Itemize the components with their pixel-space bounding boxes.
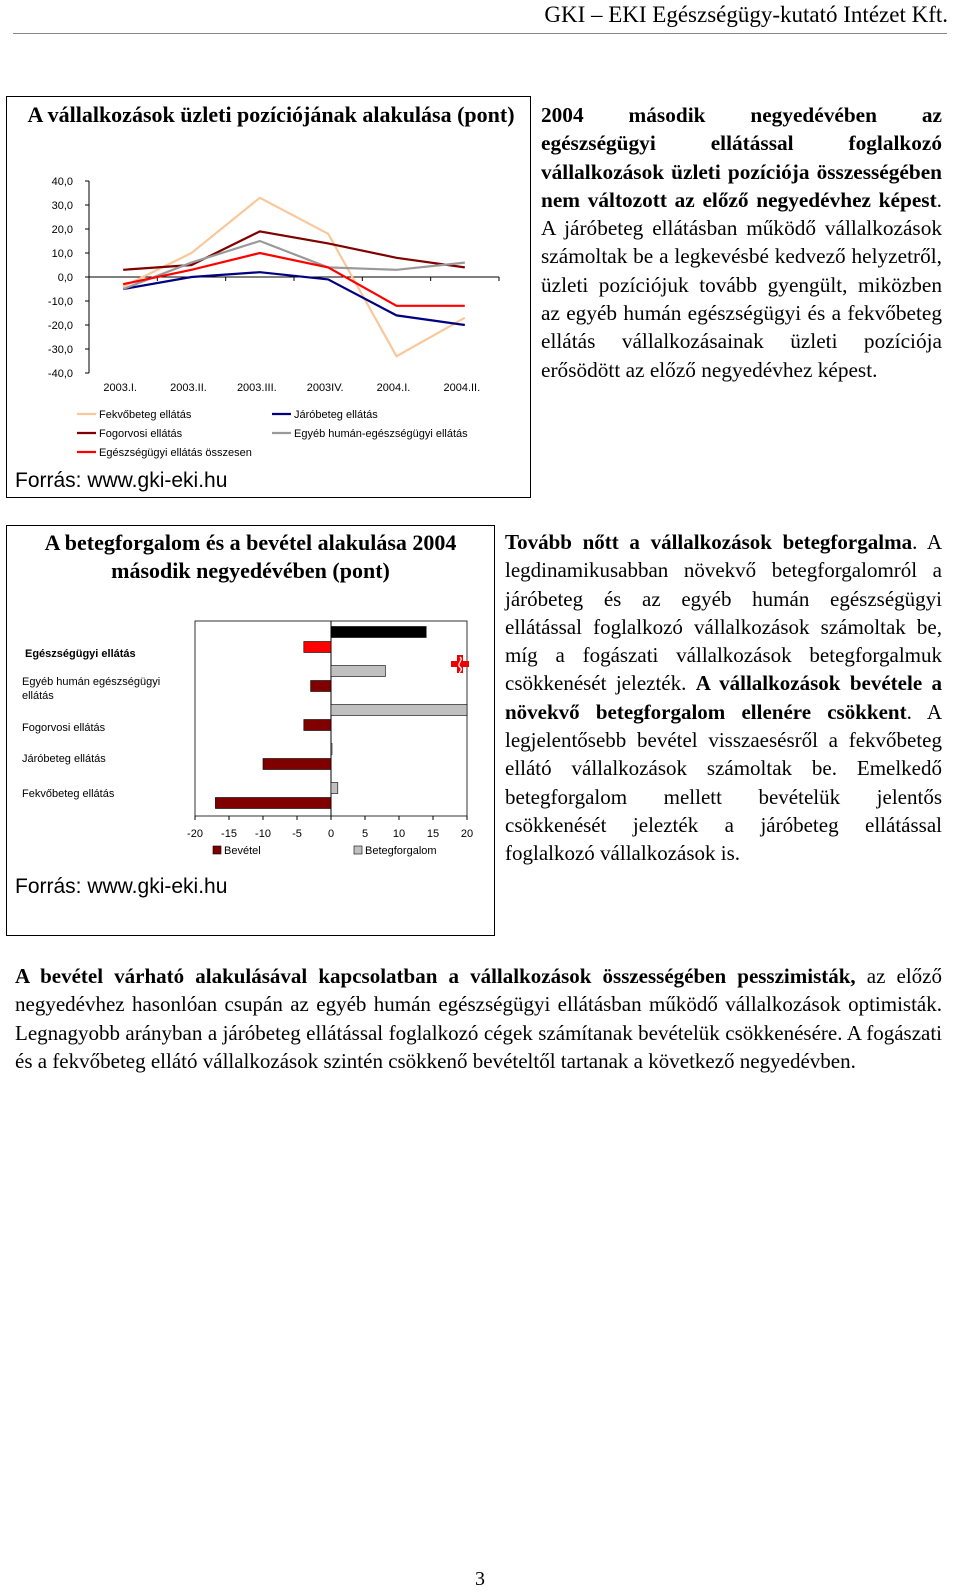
chart1-legend-label: Egészségügyi ellátás összesen — [99, 447, 252, 459]
text3-body: az előző negyedévhez hasonlóan csupán az egyéb humán egészségügyi ellátásban működő vállalkozások optimisták. Legnagyobb arányban a járóbeteg ellátással foglalkozó cégek számítanak bevételük csökkenésére. A fogászati és a fekvőbeteg ellátó vállalkozások szintén csökkenő bevételtől tartanak a következő negyedévben. — [15, 964, 942, 1073]
chart2-legend-swatch — [213, 846, 221, 854]
chart2-bar — [215, 798, 331, 809]
chart1-x-tick-label: 2004.I. — [376, 382, 411, 394]
chart2-bar — [304, 720, 331, 731]
text-block-2 — [505, 528, 942, 868]
chart2-x-tick-label: 10 — [392, 828, 406, 840]
chart1-legend-label: Fekvőbeteg ellátás — [99, 409, 192, 421]
chart1-box — [6, 96, 531, 498]
chart2-x-tick-label: 5 — [361, 828, 369, 840]
chart2-bar — [331, 705, 467, 716]
chart1-x-tick-label: 2003.III. — [236, 382, 277, 394]
chart1-y-tick-label: -30,0 — [47, 344, 73, 356]
chart1-legend-label: Egyéb humán-egészségügyi ellátás — [294, 428, 468, 440]
chart2-bar — [331, 666, 385, 677]
text2-bold-2: A vállalkozások bevétele a növekvő betegforgalom ellenére csökkent — [505, 671, 943, 724]
chart2-x-tick-label: 15 — [426, 828, 440, 840]
header-rule — [13, 33, 947, 34]
chart2-legend-label: Betegforgalom — [365, 845, 437, 857]
text-block-1 — [541, 101, 942, 384]
chart2-plot — [7, 614, 494, 894]
chart1-series-line — [123, 241, 465, 289]
text2-body-1: . A legdinamikusabban növekvő betegforgalomról a járóbeteg és az egyéb humán egészségügyi ellátással foglalkozó vállalkozások számoltak be, míg a fogászati vállalkozások betegforgalmuk csökkenését jelezték. — [505, 530, 942, 696]
chart2-category-label: Fogorvosi ellátás — [22, 722, 106, 734]
chart1-source: Forrás: www.gki-eki.hu — [15, 469, 228, 492]
text-block-3 — [15, 962, 942, 1075]
chart2-bar — [331, 783, 338, 794]
text1-body: . A járóbeteg ellátásban működő vállalkozások számoltak be a legkevésbé kedvező helyzetről, üzleti pozíciójuk tovább gyengült, miközben az egyéb humán egészségügyi és a fekvőbeteg ellátás vállalkozásainak üzleti pozíciója erősödött az előző negyedévhez képest. — [541, 187, 942, 382]
chart2-x-tick-label: 20 — [460, 828, 474, 840]
chart2-category-label: Egészségügyi ellátás — [25, 648, 136, 660]
chart1-legend-label: Járóbeteg ellátás — [294, 409, 378, 421]
chart1-y-tick-label: -40,0 — [47, 368, 73, 380]
chart2-bar — [263, 759, 331, 770]
page-header: GKI – EKI Egészségügy-kutató Intézet Kft. — [544, 2, 948, 27]
text1-bold: 2004 második negyedévében az egészségügyi ellátással foglalkozó vállalkozások üzleti pozíciója összességében nem változott az előző negyedévhez képest — [541, 103, 942, 212]
chart1-x-tick-label: 2004.II. — [443, 382, 481, 394]
chart2-x-tick-label: -20 — [187, 828, 203, 840]
chart2-category-label: Fekvőbeteg ellátás — [22, 788, 115, 800]
medical-logo-icon — [451, 655, 469, 673]
text2-bold-1: Tovább nőtt a vállalkozások betegforgalma — [505, 530, 913, 554]
chart1-y-tick-label: 20,0 — [51, 224, 73, 236]
chart1-x-tick-label: 2003.II. — [170, 382, 207, 394]
chart2-source: Forrás: www.gki-eki.hu — [15, 875, 228, 898]
chart2-x-tick-label: -10 — [255, 828, 271, 840]
chart1-y-tick-label: 40,0 — [51, 176, 73, 188]
chart2-legend-label: Bevétel — [224, 845, 261, 857]
chart1-y-tick-label: 0,0 — [57, 272, 73, 284]
chart1-x-tick-label: 2003.I. — [103, 382, 137, 394]
chart2-box — [6, 525, 495, 936]
chart2-title: A betegforgalom és a bevétel alakulása 2004 második negyedévében (pont) — [44, 530, 457, 583]
chart1-title: A vállalkozások üzleti pozíciójának alakulása (pont) — [27, 102, 515, 127]
chart2-legend-swatch — [354, 846, 362, 854]
chart1-legend-label: Fogorvosi ellátás — [99, 428, 183, 440]
chart1-y-tick-label: 10,0 — [51, 248, 73, 260]
chart2-category-label: Egyéb humán egészségügyi ellátás — [22, 676, 161, 702]
chart1-y-tick-label: -20,0 — [47, 320, 73, 332]
chart2-bar — [331, 627, 426, 638]
chart1-series-line — [123, 231, 465, 269]
chart2-bar — [331, 744, 332, 755]
chart2-x-tick-label: -15 — [221, 828, 237, 840]
chart2-bar — [311, 681, 331, 692]
chart1-y-tick-label: 30,0 — [51, 200, 73, 212]
text2-body-2: . A legjelentősebb bevétel visszaesésről a fekvőbeteg ellátó vállalkozások számoltak be. Emelkedő betegforgalom mellett bevételük jelentős csökkenését jelezték a járóbeteg ellátással foglalkozó vállalkozások is. — [505, 699, 942, 866]
chart2-x-tick-label: -5 — [292, 828, 302, 840]
chart1-y-tick-label: -10,0 — [47, 296, 73, 308]
chart2-category-label: Járóbeteg ellátás — [22, 753, 106, 765]
chart2-x-tick-label: 0 — [327, 828, 335, 840]
chart1-x-tick-label: 2003IV. — [306, 382, 344, 394]
page-number: 3 — [475, 1568, 485, 1590]
text3-bold: A bevétel várható alakulásával kapcsolatban a vállalkozások összességében pesszimisták, — [15, 964, 856, 988]
chart2-bar — [304, 642, 331, 653]
